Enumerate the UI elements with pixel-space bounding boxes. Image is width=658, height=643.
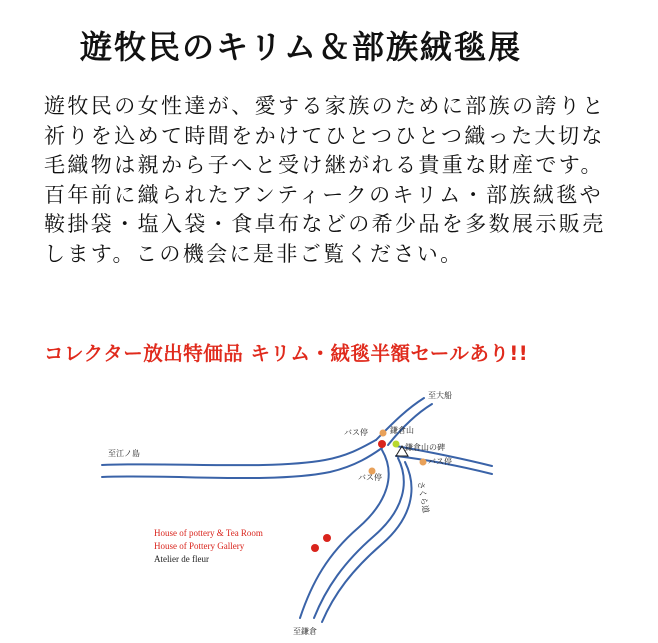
- venue-marker: [378, 440, 386, 448]
- roads: [102, 398, 492, 622]
- legend-item: House of Pottery Gallery: [154, 541, 245, 551]
- label-monument: 鎌倉山の碑: [405, 443, 445, 452]
- description-line: 鞍掛袋・塩入袋・食卓布などの希少品を多数展示販売: [44, 212, 606, 236]
- description-line: 遊牧民の女性達が、愛する家族のために部族の誇りと: [44, 94, 606, 118]
- bus-stop-marker: [420, 459, 427, 466]
- page-title: 遊牧民のキリム＆部族絨毯展: [80, 28, 523, 66]
- label-road: さくら道: [416, 480, 431, 514]
- label-ofuna: 至大船: [428, 391, 452, 400]
- bus-stop-marker: [380, 430, 387, 437]
- access-map: [100, 378, 540, 643]
- label-mountain: 鎌倉山: [390, 426, 414, 435]
- label-bus-stop: バス停: [358, 473, 382, 482]
- description-line: 毛織物は親から子へと受け継がれる貴重な財産です。: [44, 153, 604, 177]
- label-kamakura: 至鎌倉: [293, 627, 317, 636]
- venue-marker: [323, 534, 331, 542]
- sale-notice: コレクター放出特価品 キリム・絨毯半額セールあり!!: [44, 342, 529, 365]
- legend-item: Atelier de fleur: [154, 554, 209, 564]
- legend-item: House of pottery & Tea Room: [154, 528, 263, 538]
- label-bus-stop: バス停: [344, 428, 368, 437]
- monument-marker: [393, 441, 400, 448]
- description: [44, 92, 624, 269]
- label-enoshima: 至江ノ島: [108, 449, 140, 458]
- road-enoshima-a: [102, 440, 376, 465]
- label-bus-stop: バス停: [428, 457, 452, 466]
- description-line: します。この機会に是非ご覧ください。: [44, 241, 464, 266]
- description-line: 祈りを込めて時間をかけてひとつひとつ織った大切な: [44, 123, 605, 148]
- description-line: 百年前に織られたアンティークのキリム・部族絨毯や: [44, 182, 604, 207]
- venue-marker: [311, 544, 319, 552]
- road-enoshima-b: [102, 448, 382, 478]
- road-ofuna-b: [388, 404, 432, 445]
